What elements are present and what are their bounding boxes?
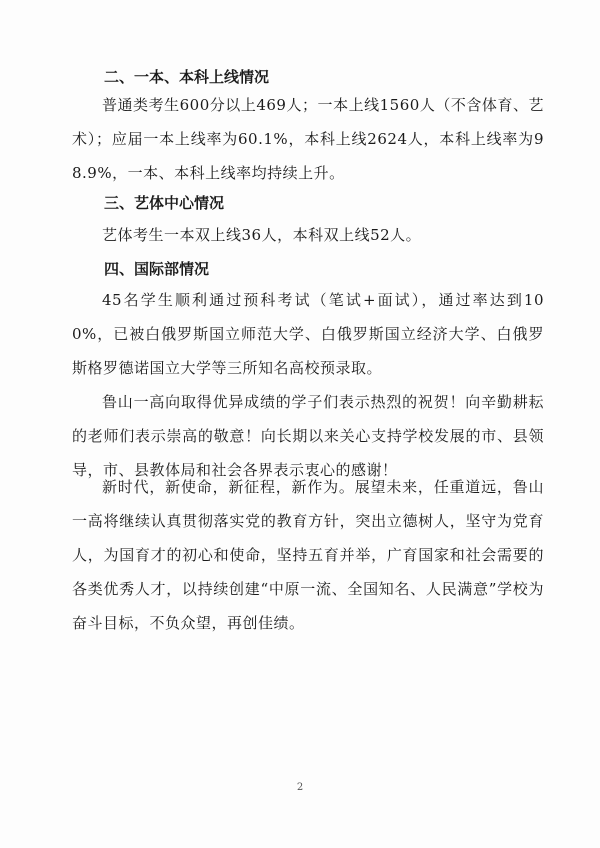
paragraph-arts-stats: 艺体考生一本双上线36人，本科双上线52人。 (102, 226, 422, 244)
paragraph-congratulations: 鲁山一高向取得优异成绩的学子们表示热烈的祝贺！向辛勤耕耘的老师们表示崇高的敬意！向长期以来关心支持学校发展的市、县领导，市、县教体局和社会各界表示衷心的感谢！ (72, 393, 544, 479)
page-number: 2 (296, 782, 304, 793)
section-heading-arts: 三、艺体中心情况 (104, 194, 225, 212)
paragraph-outlook: 新时代，新使命，新征程，新作为。展望未来，任重道远，鲁山一高将继续认真贯彻落实党的教育方针，突出立德树人，坚守为党育人，为国育才的初心和使命，坚持五育并举，广育国家和社会需要的各类优秀人才，以持续创建“中原一流、全国知名、人民满意”学校为奋斗目标，不负众望，再创佳绩。 (72, 478, 544, 632)
paragraph-admission-stats: 普通类考生600分以上469人；一本上线1560人（不含体育、艺术）；应届一本上线率为60.1%，本科上线2624人，本科上线率为98.9%，一本、本科上线率均持续上升。 (72, 96, 544, 182)
section-heading-admission: 二、一本、本科上线情况 (104, 68, 270, 86)
section-heading-international: 四、国际部情况 (104, 260, 210, 278)
paragraph-international-stats: 45名学生顺利通过预科考试（笔试+面试），通过率达到100%，已被白俄罗斯国立师范大学、白俄罗斯国立经济大学、白俄罗斯格罗德诺国立大学等三所知名高校预录取。 (72, 291, 544, 377)
